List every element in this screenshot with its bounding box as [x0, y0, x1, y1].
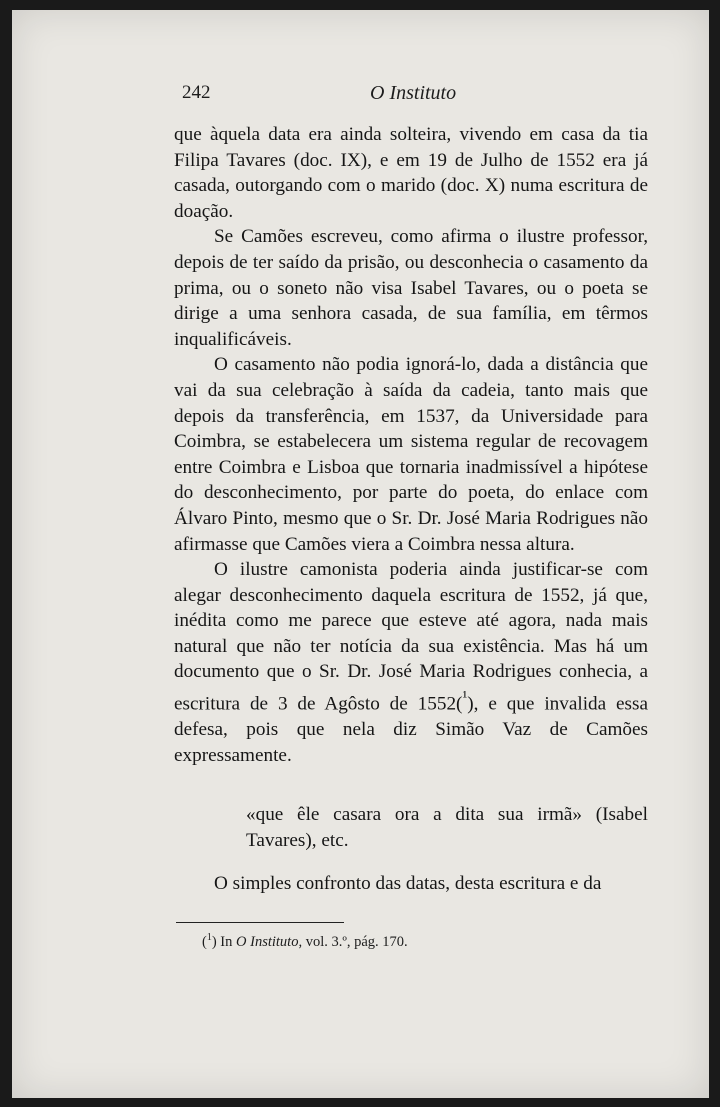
paragraph-text: O ilustre camonista poderia ainda justificar-se com alegar desconhecimento daquela escritura de 1552, já que, inédita como me parece que esteve até agora, nada mais natural que não ter notícia da sua existência. Mas há um documento que o Sr. Dr. José Maria Rodrigues conhecia, a escritura de 3 de Agôsto de 1552( — [174, 559, 648, 715]
paragraph — [174, 557, 648, 768]
footnote-rule — [176, 922, 344, 923]
footnote-reference: ¹ — [462, 689, 468, 707]
footnote-marker: 1 — [206, 932, 212, 943]
paragraph: O simples confronto das datas, desta escritura e da — [214, 873, 602, 895]
paragraph: Se Camões escreveu, como afirma o ilustre professor, depois de ter saído da prisão, ou desconhecia o casamento da prima, ou o soneto não visa Isabel Tavares, ou o poeta se dirige a uma senhora casada, de sua família, em têrmos inqualificáveis. — [174, 226, 648, 350]
footnote-source: O Instituto, — [236, 933, 303, 950]
block-quote: «que êle casara ora a dita sua irmã» (Isabel Tavares), etc. — [246, 804, 648, 851]
body-text — [174, 122, 648, 897]
footnote-rest: vol. 3.º, pág. 170. — [302, 933, 408, 950]
footnote: ($^1$) In O Instituto, vol. 3.º, pág. 170. — [202, 932, 408, 950]
running-title: O Instituto — [370, 82, 457, 104]
paragraph: O casamento não podia ignorá-lo, dada a distância que vai da sua celebração à saída da cadeia, tanto mais que depois da transferência, em 1537, da Universidade para Coimbra, se estabelecera um sistema regular de recovagem entre Coimbra e Lisboa que tornaria inadmissível a hipótese do desconhecimento, por parte do poeta, do enlace com Álvaro Pinto, mesmo que o Sr. Dr. José Maria Rodrigues não afirmasse que Camões viera a Coimbra nessa altura. — [174, 354, 648, 555]
running-header — [182, 82, 622, 110]
footnote-prefix: ) In — [211, 933, 237, 950]
paragraph: que àquela data era ainda solteira, vivendo em casa da tia Filipa Tavares (doc. IX), e em 19 de Julho de 1552 era já casada, outorgando com o marido (doc. X) numa escritura de doação. — [174, 124, 648, 222]
page-number: 242 — [182, 82, 211, 103]
paragraph-text: ), e que invalida essa defesa, pois que nela diz Simão Vaz de Camões expressamente. — [174, 693, 648, 766]
book-page — [12, 10, 709, 1098]
